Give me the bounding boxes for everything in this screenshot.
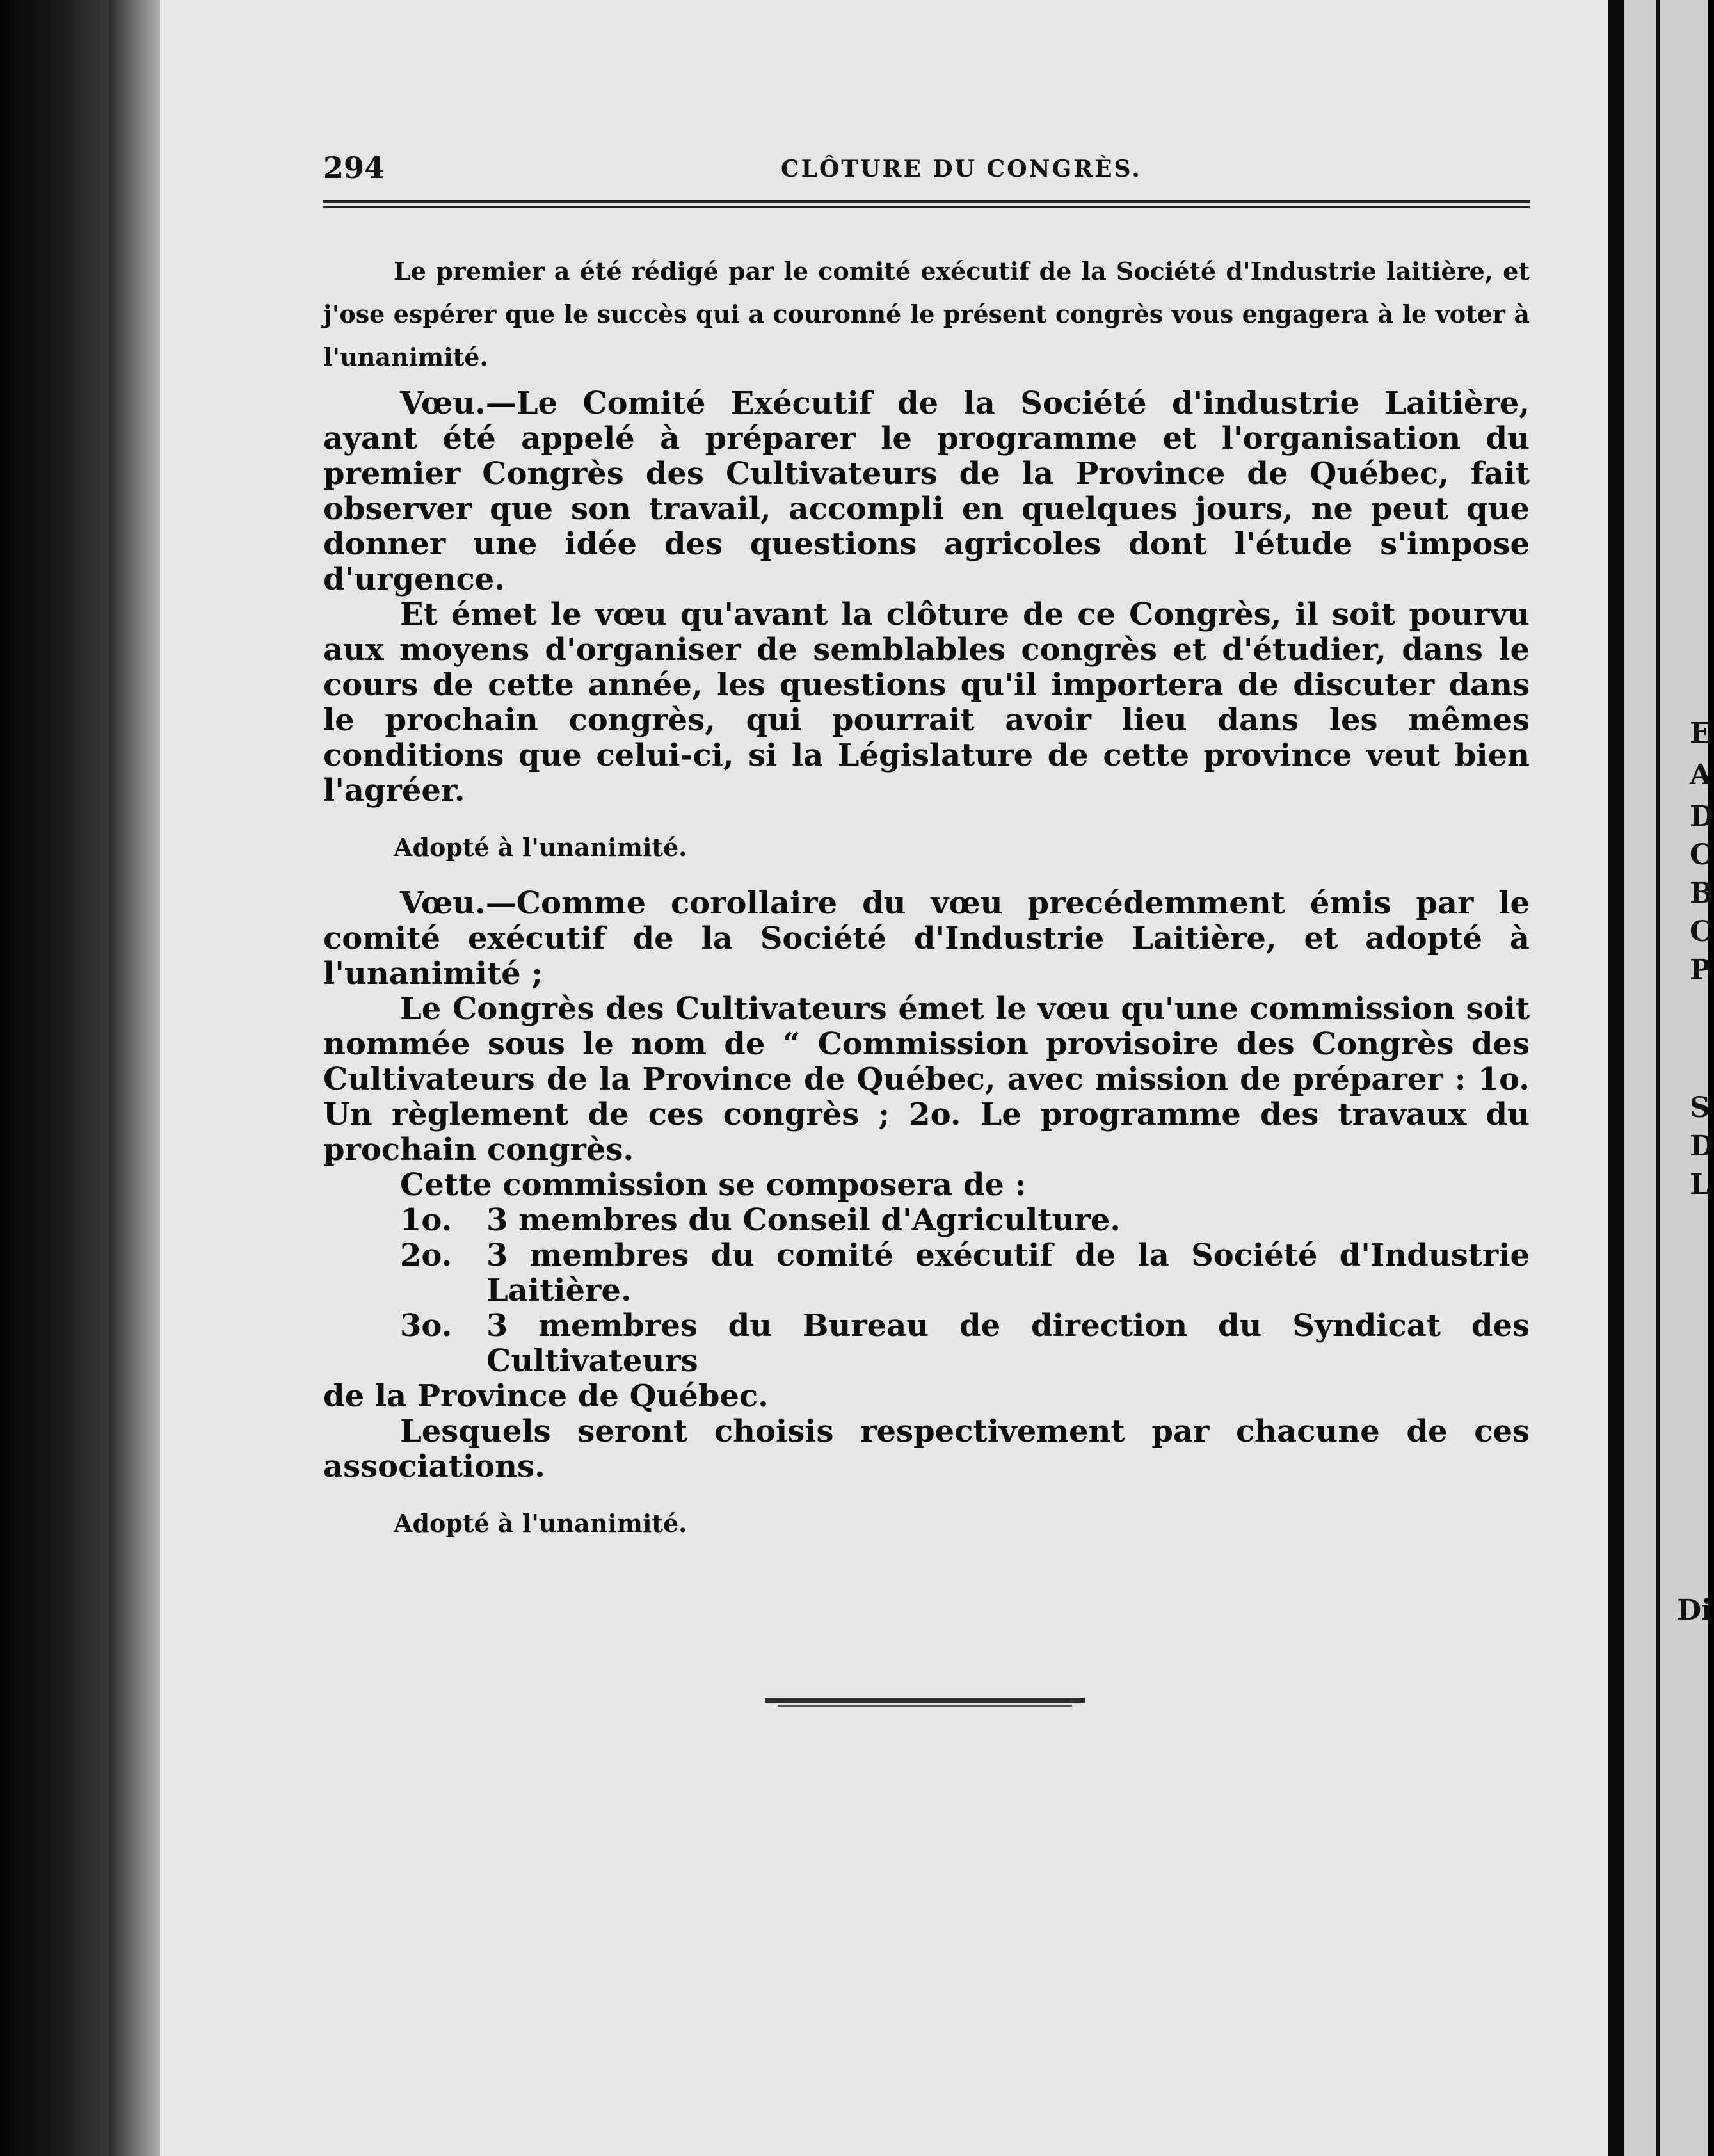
facing-letter: C [1690,839,1713,871]
voeu2-paragraph-1: Vœu.—Comme corollaire du vœu precédemment émis par le comité exécutif de la Société d'Industrie Laitière, et adopté à l'unanimité ; [323,885,1530,992]
voeu2-paragraph-4: Lesquels seront choisis respectivement par chacune de ces associations. [323,1413,1530,1484]
list-item-number: 2o. [400,1237,453,1273]
facing-letter: E [1690,717,1711,750]
facing-page-rule [1656,0,1660,2156]
facing-letter: D [1690,1130,1714,1162]
page-gutter [109,0,160,2156]
facing-letter: A [1690,759,1712,791]
page-number: 294 [323,150,385,185]
header-rule-top [323,200,1530,203]
header-rule-bottom [323,206,1530,208]
end-rule [765,1698,1085,1703]
facing-letter: D [1690,800,1714,833]
voeu2-paragraph-2: Le Congrès des Cultivateurs émet le vœu qu'une commission soit nommée sous le nom de “ Commission provisoire des Congrès des Cultivateurs de la Province de Québec, avec mission de préparer : 1o. Un règlement de ces congrès ; 2o. Le programme des travaux du prochain congrès. [323,991,1530,1168]
facing-page-edge [1624,0,1708,2156]
list-item-text: 3 membres du comité exécutif de la Société d'Industrie Laitière. [486,1237,1530,1308]
intro-paragraph: Le premier a été rédigé par le comité exécutif de la Société d'Industrie laitière, et j'ose espérer que le succès qui a couronné le présent congrès vous engagera à le voter à l'unanimité. [323,257,1530,371]
list-item-text: 3 membres du Bureau de direction du Syndicat des Cultivateurs [486,1308,1530,1379]
facing-letter: Di [1677,1594,1712,1627]
list-item [323,1238,1530,1308]
list-item-number: 3o. [400,1308,453,1344]
facing-letter: S [1690,1091,1710,1124]
page-header [323,144,1533,189]
end-rule-thin [778,1705,1072,1707]
voeu2-paragraph-3: Cette commission se composera de : [400,1167,1027,1203]
running-head: CLÔTURE DU CONGRÈS. [781,156,1142,182]
voeu1-paragraph-1: Vœu.—Le Comité Exécutif de la Société d'industrie Laitière, ayant été appelé à préparer le programme et l'organisation du premier Congrès des Cultivateurs de la Province de Québec, fait observer que son travail, accompli en quelques jours, ne peut que donner une idée des questions agricoles dont l'étude s'impose d'urgence. [323,385,1530,597]
page-edge-dark [1608,0,1624,2156]
voeu1-paragraph-2: Et émet le vœu qu'avant la clôture de ce Congrès, il soit pourvu aux moyens d'organiser de semblables congrès et d'étudier, dans le cours de cette année, les questions qu'il importera de discuter dans le prochain congrès, qui pourrait avoir lieu dans les mêmes conditions que celui-ci, si la Législature de cette province veut bien l'agréer. [323,597,1530,808]
list-item [323,1308,1530,1379]
page-body [323,250,1530,1562]
list-item-text: 3 membres du Conseil d'Agriculture. [486,1202,1121,1238]
facing-letter: P [1690,954,1711,986]
facing-letter: C [1690,915,1713,948]
list-item [323,1203,1530,1238]
facing-letter: B [1690,877,1714,910]
adopted-note-1: Adopté à l'unanimité. [394,833,687,862]
list-item-number: 1o. [400,1202,453,1238]
adopted-note-2: Adopté à l'unanimité. [394,1509,687,1538]
facing-letter: L [1690,1168,1710,1201]
book-edge-shadow [0,0,109,2156]
list-item-continuation: de la Province de Québec. [323,1378,769,1414]
